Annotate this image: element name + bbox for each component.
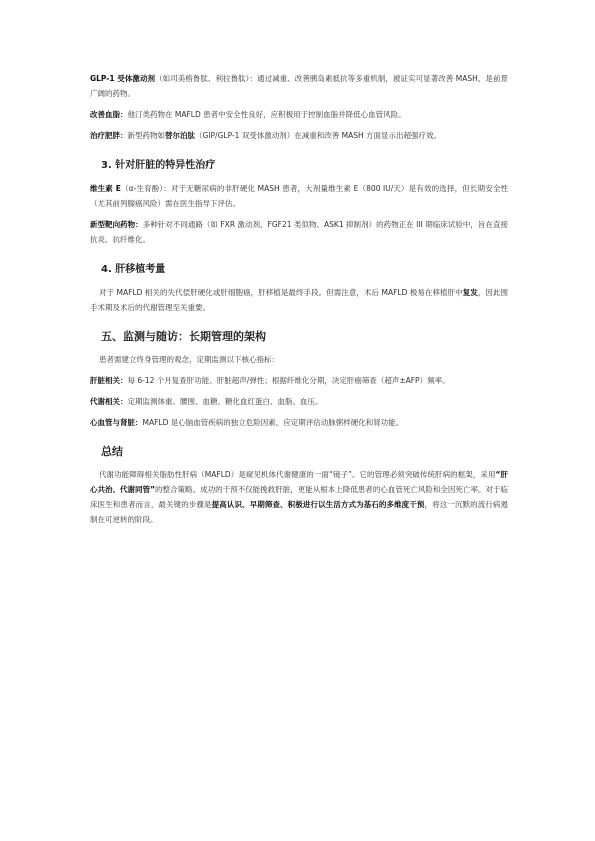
summary-bold-1: “肝心共治、代谢同管” — [90, 470, 509, 494]
vite-text: （α-生育酚）：对于无糖尿病的非肝硬化 MASH 患者，大剂量维生素 E（800 IU/天）是有效的选择，但长期安全性（尤其前列腺癌风险）需在医生指导下评估。 — [90, 184, 509, 208]
lipid-label: 改善血脂： — [90, 110, 128, 119]
obesity-text-a: 新型药物如 — [127, 131, 165, 140]
summary-text-a: 代谢功能障碍相关脂肪性肝病（MAFLD）是窥见机体代谢健康的一面“镜子”。它的管理必须突破传统肝病的框架，采用 — [99, 470, 496, 479]
glp1-paragraph — [90, 71, 508, 101]
cardio-label: 心血管与肾脏： — [90, 418, 143, 427]
glp1-label: GLP-1 受体激动剂 — [90, 74, 156, 83]
summary-heading: 总结 — [101, 445, 123, 458]
liver-text: 每 6-12 个月复查肝功能、肝脏超声/弹性；根据纤维化分期，决定肝癌筛查（超声±AFP）频率。 — [127, 376, 450, 385]
summary-text-c: ，将这一沉默的流行病遏制在可逆转的阶段。 — [90, 500, 509, 524]
metab-label: 代谢相关： — [90, 397, 128, 406]
metab-paragraph — [90, 394, 508, 409]
lipid-text: 他汀类药物在 MAFLD 患者中安全性良好，应积极用于控制血脂并降低心血管风险。 — [127, 110, 406, 119]
obesity-drug: 替尔泊肽 — [165, 131, 195, 140]
summary-text-b: 的整合策略。成功的干预不仅能挽救肝脏，更能从根本上降低患者的心血管死亡风险和全因死亡率。对于临床医生和患者而言，最关键的步骤是 — [90, 485, 508, 509]
cardio-text: MAFLD 是心脑血管疾病的独立危险因素，应定期评估动脉粥样硬化和肾功能。 — [142, 418, 404, 427]
obesity-paragraph — [90, 128, 508, 143]
transplant-text-b: ，因此围手术期及术后的代谢管理至关重要。 — [90, 288, 509, 312]
liver-label: 肝脏相关： — [90, 376, 128, 385]
document-body — [90, 71, 508, 527]
transplant-bold: 复发 — [462, 288, 478, 297]
vite-label: 维生素 E — [90, 184, 121, 193]
section-4-heading: 4. 肝移植考量 — [101, 264, 166, 275]
newdrug-label: 新型靶向药物： — [90, 220, 143, 229]
newdrug-paragraph — [90, 217, 508, 247]
monitoring-intro: 患者需建立终身管理的观念，定期监测以下核心指标： — [99, 355, 279, 364]
section-5-heading: 五、监测与随访：长期管理的架构 — [101, 330, 266, 343]
summary-paragraph — [90, 467, 508, 527]
section-3-heading: 3. 针对肝脏的特异性治疗 — [101, 160, 216, 171]
obesity-label: 治疗肥胖： — [90, 131, 128, 140]
lipid-paragraph — [90, 107, 508, 122]
transplant-paragraph — [90, 285, 508, 315]
glp1-text: （如司美格鲁肽、利拉鲁肽）：通过减重、改善胰岛素抵抗等多重机制，被证实可显著改善 MASH，是前景广阔的药物。 — [90, 74, 508, 98]
obesity-text-b: （GIP/GLP-1 双受体激动剂）在减重和改善 MASH 方面显示出超强疗效。 — [195, 131, 442, 140]
transplant-text-a: 对于 MAFLD 相关的失代偿肝硬化或肝细胞癌，肝移植是最终手段。但需注意，术后 MAFLD 极易在移植肝中 — [99, 288, 463, 297]
liver-paragraph — [90, 373, 508, 388]
summary-bold-2: 提高认识、早期筛查、积极进行以生活方式为基石的多维度干预 — [211, 500, 425, 509]
metab-text: 定期监测体重、腰围、血糖、糖化血红蛋白、血脂、血压。 — [127, 397, 323, 406]
vite-paragraph — [90, 181, 508, 211]
newdrug-text: 多种针对不同通路（如 FXR 激动剂、FGF21 类似物、ASK1 抑制剂）的药物正在 III 期临床试验中，旨在直接抗炎、抗纤维化。 — [90, 220, 508, 244]
cardio-paragraph — [90, 415, 508, 430]
